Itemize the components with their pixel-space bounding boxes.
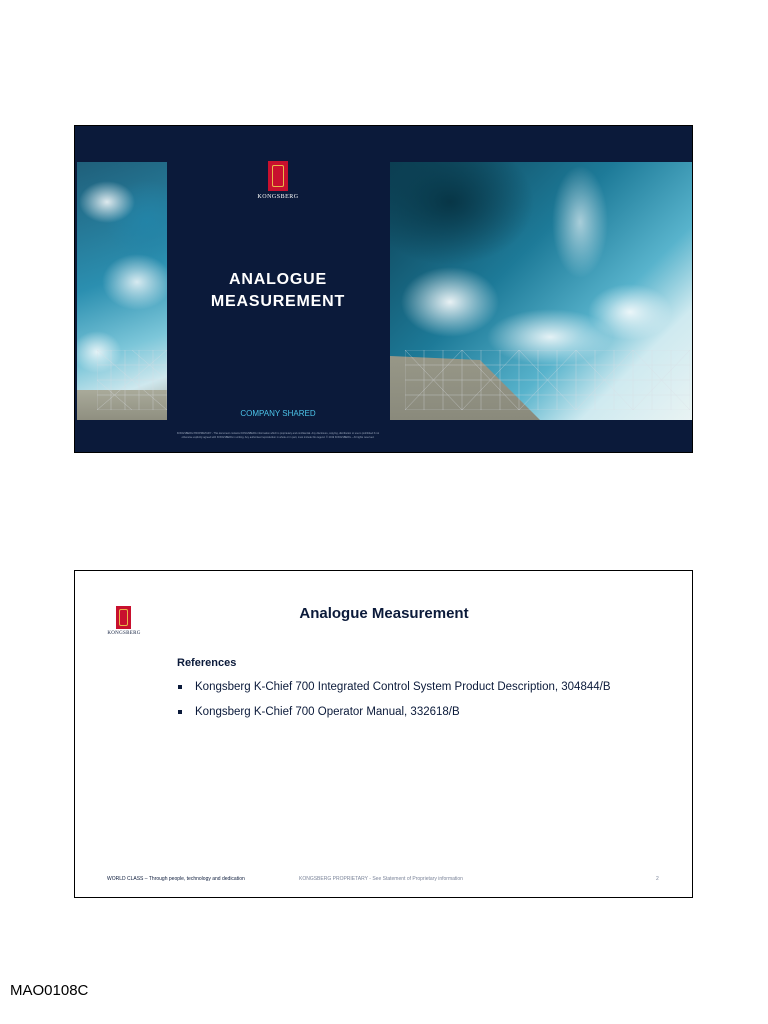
crest-icon [272,165,284,187]
footer-tagline: WORLD CLASS – Through people, technology and dedication [107,876,245,882]
brand-name: KONGSBERG [257,194,299,200]
ocean-wave-image-left [77,162,167,420]
kongsberg-logo [268,161,288,191]
classification-label: COMPANY SHARED [240,409,316,418]
list-item [177,706,611,731]
grid-overlay [405,350,690,410]
list-item [177,681,611,706]
title-line-1: ANALOGUE [229,271,327,288]
proprietary-notice: KONGSBERG PROPRIETARY - This document contains KONGSBERG information which is proprietary and confidential. Any disclosure, copying, distribution or use is prohibited if not otherwise explicitly agreed with KONGSBERG in writing. Any authorised reproduction in whole or in part, must include this legend. © 2019 KONGSBERG – All rights reserved. [176,432,380,439]
grid-overlay [97,350,167,410]
brand-name: KONGSBERG [107,631,141,636]
square-bullet-icon [178,685,182,689]
references-heading: References [177,657,237,669]
footer-proprietary: KONGSBERG PROPRIETARY - See Statement of Proprietary information [299,876,463,882]
crest-icon [119,609,128,626]
slide-title: Analogue Measurement [299,605,469,622]
document-code: MAO0108C [10,982,89,999]
references-list [177,681,611,731]
square-bullet-icon [178,710,182,714]
reference-text: Kongsberg K-Chief 700 Operator Manual, 332618/B [195,706,460,718]
ocean-wave-image-right [390,162,693,420]
title-slide [74,125,693,453]
kongsberg-logo [116,606,131,629]
title-line-2: MEASUREMENT [210,293,346,310]
references-slide [74,570,693,898]
reference-text: Kongsberg K-Chief 700 Integrated Control System Product Description, 304844/B [195,681,611,693]
page-number: 2 [656,876,659,882]
slide-title [167,269,389,313]
